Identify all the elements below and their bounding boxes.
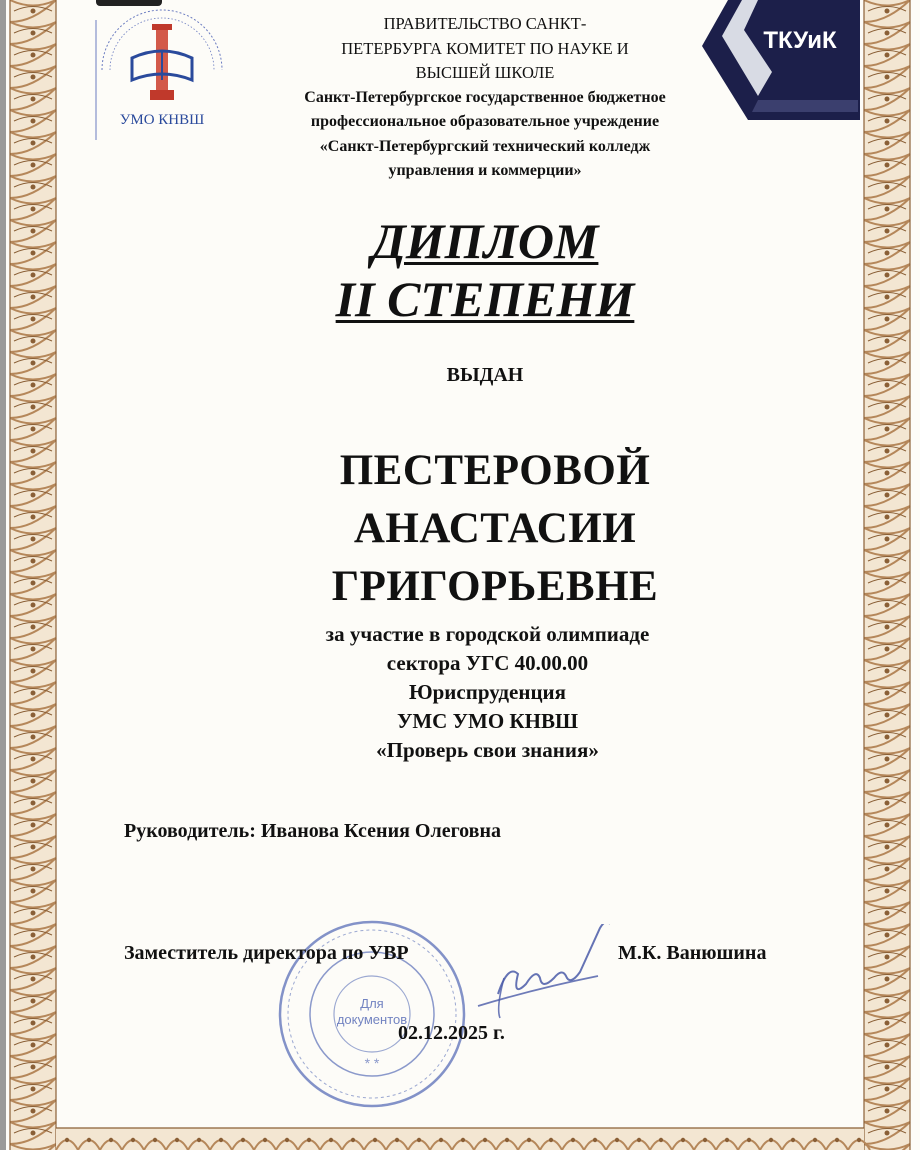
institution-line-1: Санкт-Петербургское государственное бюджетное [304,88,666,106]
issuer-header [270,12,700,184]
issued-label: ВЫДАН [446,364,524,386]
header-line-1: ПРАВИТЕЛЬСТВО САНКТ- [383,14,587,33]
reason-line-3: Юриспруденция [408,680,567,704]
institution-line-3: «Санкт-Петербургский технический колледж [319,137,651,155]
header-line-2: ПЕТЕРБУРГА КОМИТЕТ ПО НАУКЕ И [341,38,629,58]
issue-date: 02.12.2025 г. [398,1022,505,1044]
reason-line-2: сектора УГС 40.00.00 [386,651,589,675]
reason-line-4: УМС УМО КНВШ [396,709,579,733]
recipient-name [270,442,720,616]
tkuik-logo [688,0,860,120]
tkuik-logo-label: ТКУиК [763,27,837,54]
reason-line-1: за участие в городской олимпиаде [325,622,650,646]
umo-logo-label: УМО КНВШ [119,112,205,128]
title-line-1: ДИПЛОМ [371,213,599,269]
stamp-center-text-2: документов [336,1012,408,1027]
recipient-first-name: АНАСТАСИИ [353,505,637,552]
signer-name: М.К. Ванюшина [618,942,767,964]
stamp-center-text-1: Для [360,996,384,1011]
reason-line-5: «Проверь свои знания» [376,738,599,762]
header-line-3: ВЫСШЕЙ ШКОЛЕ [415,63,555,82]
institution-line-2: профессиональное образовательное учреждение [310,113,660,130]
svg-text:* *: * * [364,1055,380,1071]
umo-knvsh-logo [88,0,236,140]
recipient-surname: ПЕСТЕРОВОЙ [339,447,651,494]
handwritten-signature [458,924,638,1034]
diploma-title [250,212,720,328]
title-line-2: II СТЕПЕНИ [335,271,635,327]
deputy-director-title: Заместитель директора по УВР [124,942,409,964]
recipient-patronymic: ГРИГОРЬЕВНЕ [331,563,659,610]
supervisor-line: Руководитель: Иванова Ксения Олеговна [124,820,501,842]
institution-line-4: управления и коммерции» [388,162,582,179]
award-reason [240,620,735,765]
